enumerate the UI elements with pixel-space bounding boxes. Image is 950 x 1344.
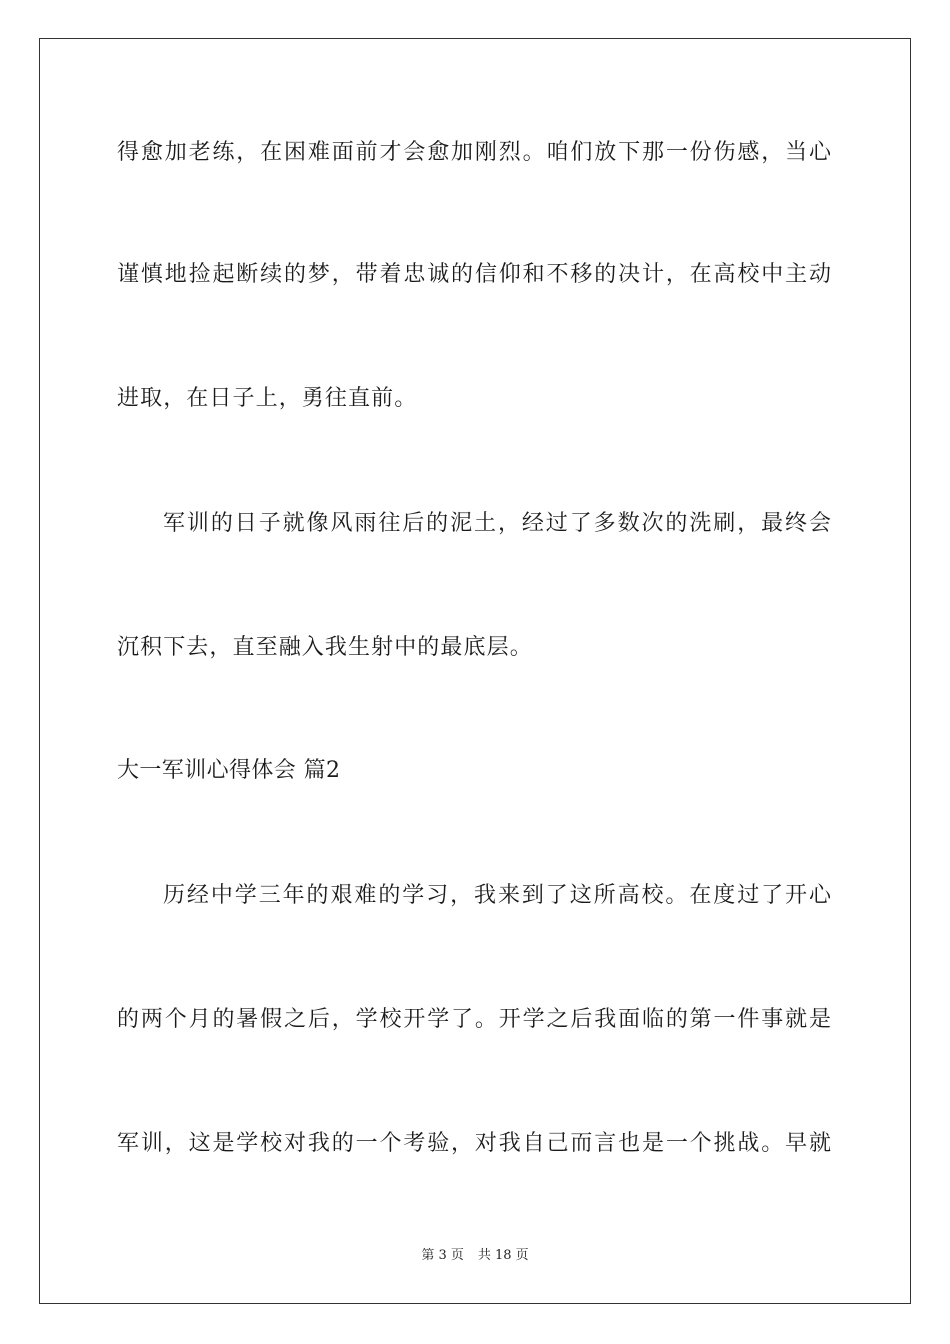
section-heading: 大一军训心得体会 篇2	[117, 758, 341, 783]
text-line-2: 谨慎地捡起断续的梦，带着忠诚的信仰和不移的决计，在高校中主动	[117, 262, 831, 287]
page-footer	[0, 1247, 950, 1265]
text-line-7: 的两个月的暑假之后，学校开学了。开学之后我面临的第一件事就是	[117, 1007, 831, 1032]
text-line-5: 沉积下去，直至融入我生射中的最底层。	[117, 635, 533, 660]
page-border	[39, 38, 911, 1304]
page-number: 第 3 页	[421, 1248, 464, 1263]
text-line-4: 军训的日子就像风雨往后的泥土，经过了多数次的洗刷，最终会	[163, 511, 831, 536]
text-line-1: 得愈加老练，在困难面前才会愈加刚烈。咱们放下那一份伤感，当心	[117, 140, 831, 165]
text-line-3: 进取，在日子上，勇往直前。	[117, 386, 418, 411]
text-line-8: 军训，这是学校对我的一个考验，对我自己而言也是一个挑战。早就	[117, 1131, 831, 1156]
text-line-6: 历经中学三年的艰难的学习，我来到了这所高校。在度过了开心	[163, 883, 831, 908]
page-total: 共 18 页	[477, 1248, 529, 1263]
